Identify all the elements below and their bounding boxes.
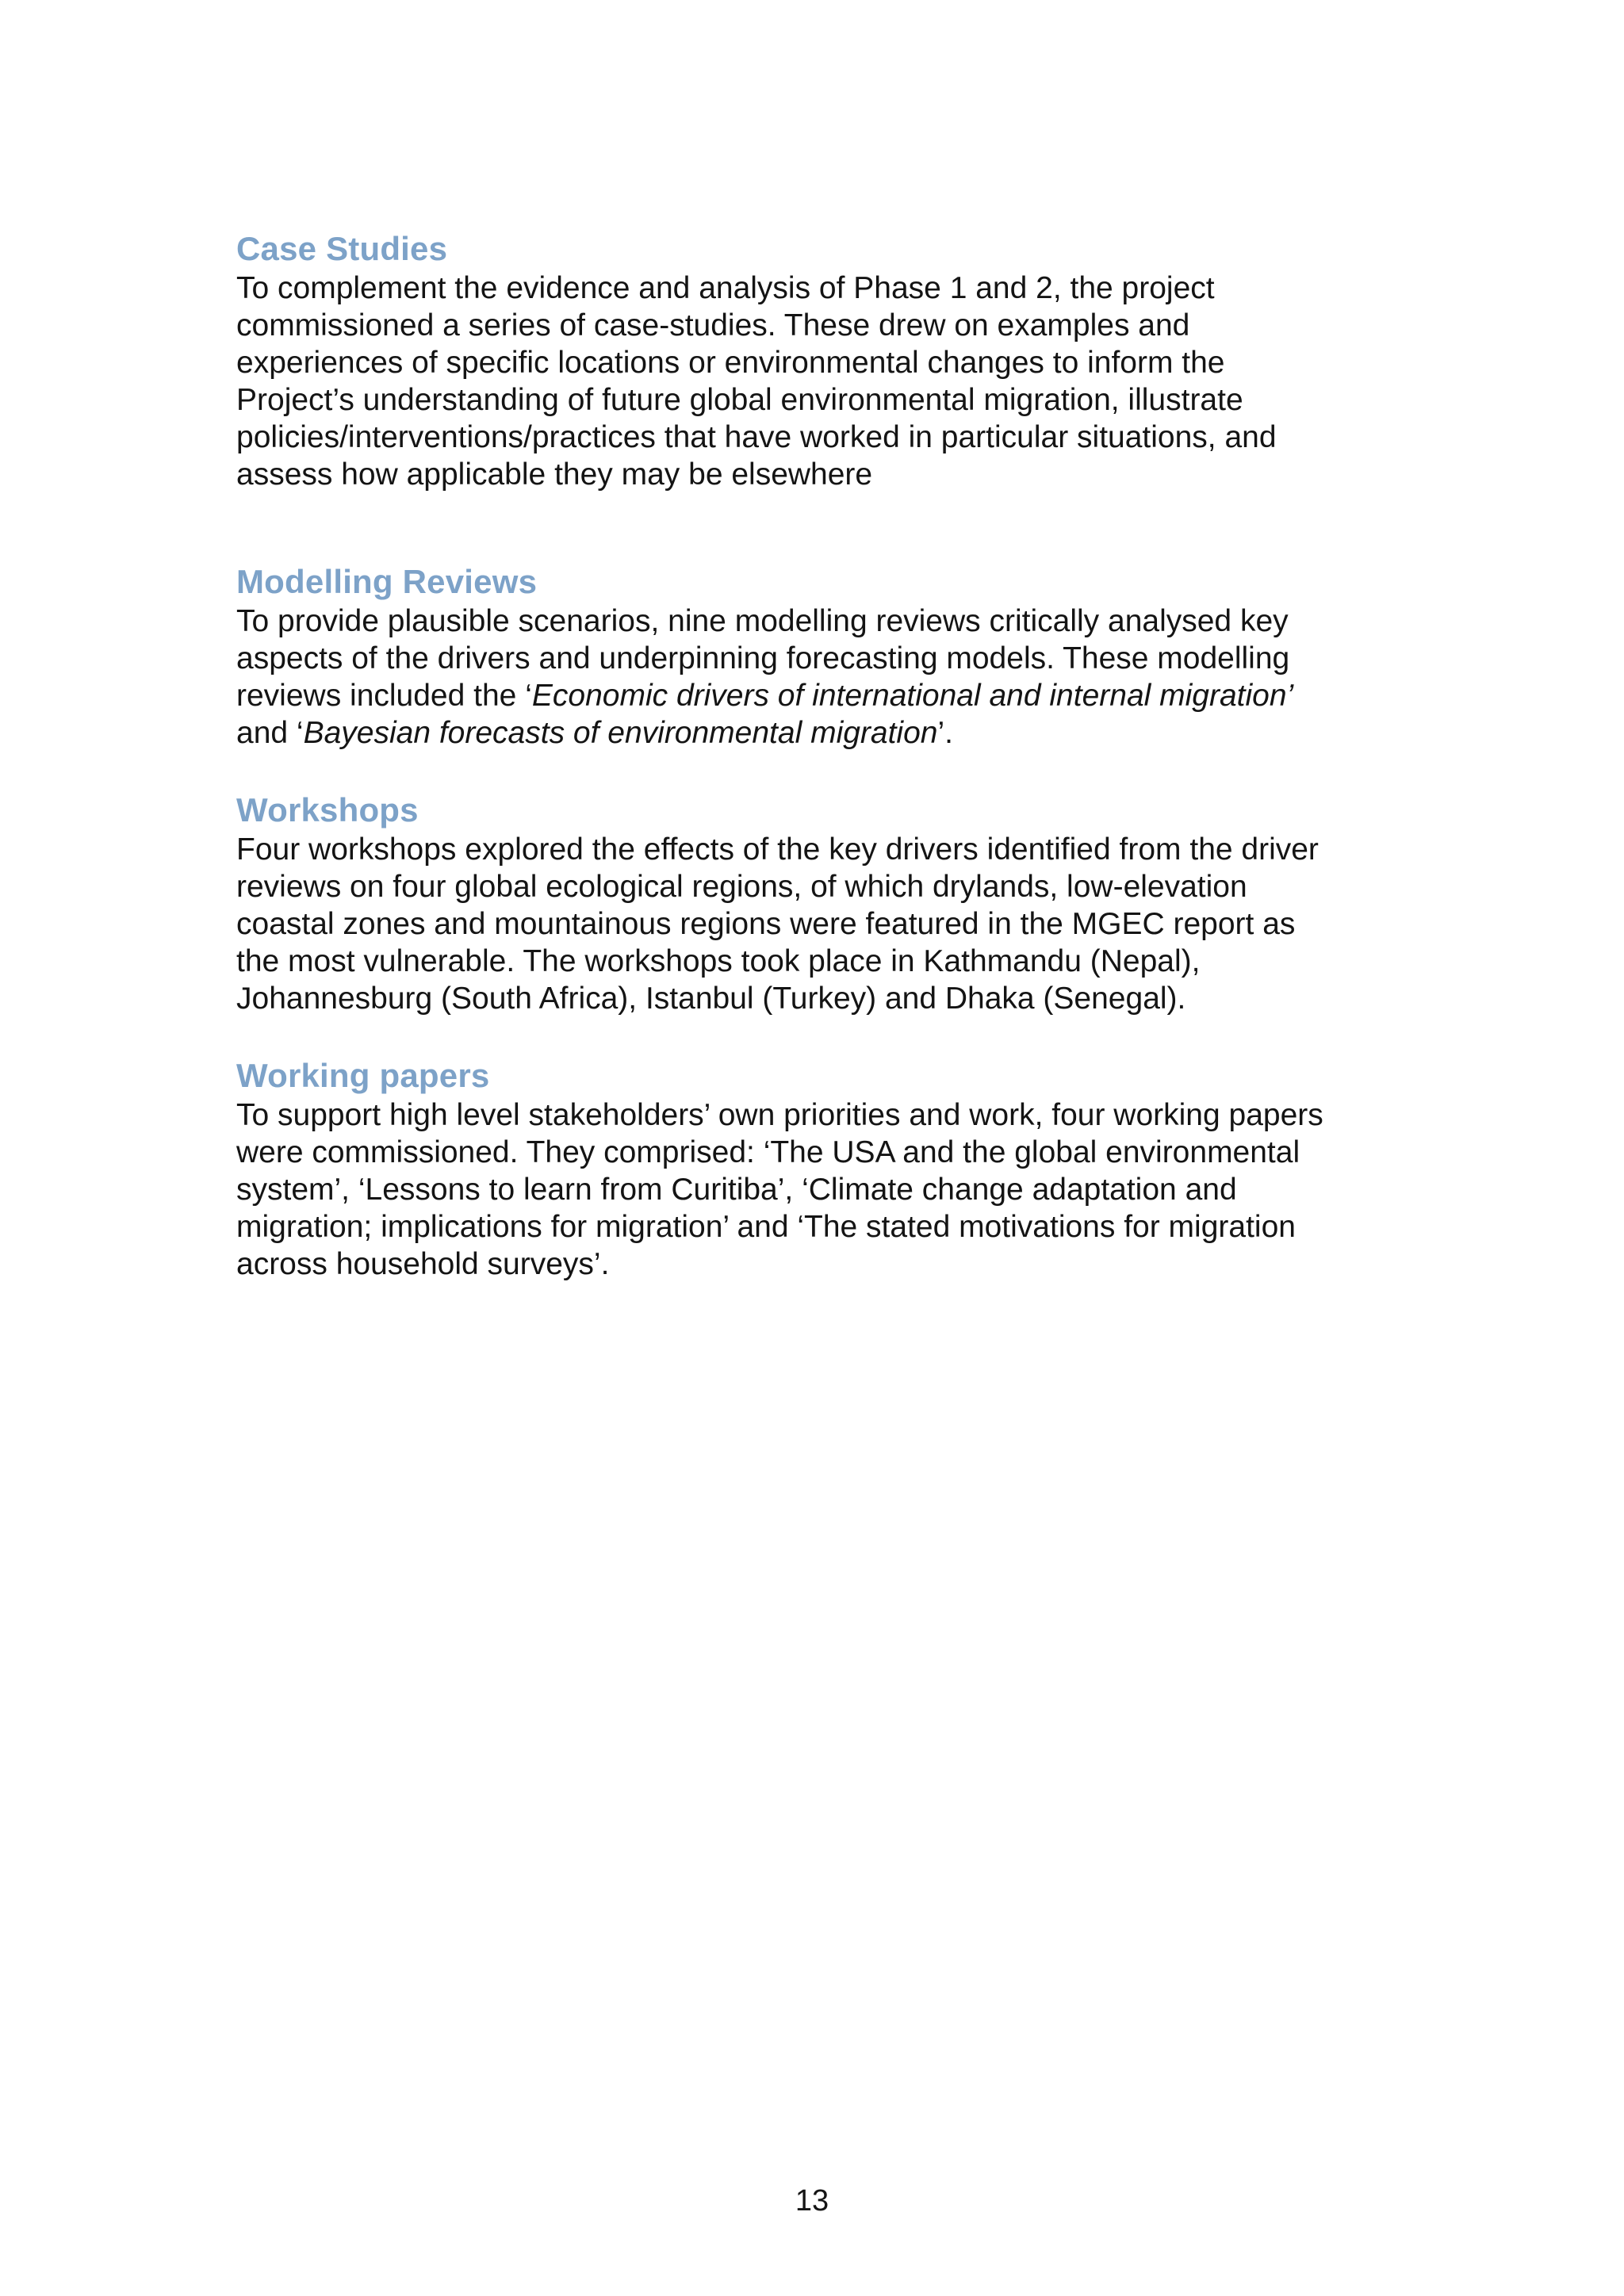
document-body [236,228,1410,1283]
section-working-papers [236,1055,1410,1283]
section-workshops [236,790,1410,1017]
text-line: experiences of specific locations or environmental changes to inform the [236,346,1225,380]
text-line: assess how applicable they may be elsewhere [236,457,873,492]
italic-title: Economic drivers of international and internal migration’ [531,679,1294,713]
section-paragraph [236,831,1410,1017]
text-line: policies/interventions/practices that have worked in particular situations, and [236,420,1277,454]
page-number: 13 [795,2184,829,2218]
text-line: aspects of the drivers and underpinning forecasting models. These modelling [236,641,1290,675]
section-heading: Working papers [236,1057,490,1094]
text-line: Project’s understanding of future global environmental migration, illustrate [236,383,1243,417]
text-line: reviews included the ‘ [236,679,532,713]
section-heading: Modelling Reviews [236,563,538,600]
text-line: migration; implications for migration’ and ‘The stated motivations for migration [236,1210,1296,1244]
text-line: ’. [937,716,953,750]
section-heading: Workshops [236,791,419,828]
section-modelling-reviews [236,561,1410,752]
text-line: were commissioned. They comprised: ‘The USA and the global environmental [236,1135,1300,1169]
text-line: To provide plausible scenarios, nine modelling reviews critically analysed key [236,604,1289,638]
text-line: coastal zones and mountainous regions were featured in the MGEC report as [236,907,1296,941]
section-paragraph [236,270,1410,493]
text-line: To support high level stakeholders’ own priorities and work, four working papers [236,1098,1323,1132]
section-case-studies [236,228,1410,493]
text-line: the most vulnerable. The workshops took place in Kathmandu (Nepal), [236,944,1201,978]
italic-title: Bayesian forecasts of environmental migration [303,716,938,750]
text-line: To complement the evidence and analysis of Phase 1 and 2, the project [236,271,1215,305]
section-paragraph [236,1096,1410,1283]
section-heading: Case Studies [236,230,448,267]
text-line: Johannesburg (South Africa), Istanbul (Turkey) and Dhaka (Senegal). [236,982,1186,1016]
text-line: Four workshops explored the effects of the key drivers identified from the driver [236,832,1319,867]
text-line: commissioned a series of case-studies. These drew on examples and [236,308,1190,342]
section-paragraph [236,603,1410,752]
text-line: system’, ‘Lessons to learn from Curitiba’, ‘Climate change adaptation and [236,1173,1237,1207]
text-line: reviews on four global ecological regions, of which drylands, low-elevation [236,870,1247,904]
text-line: across household surveys’. [236,1247,610,1281]
text-line: and ‘ [236,716,304,750]
